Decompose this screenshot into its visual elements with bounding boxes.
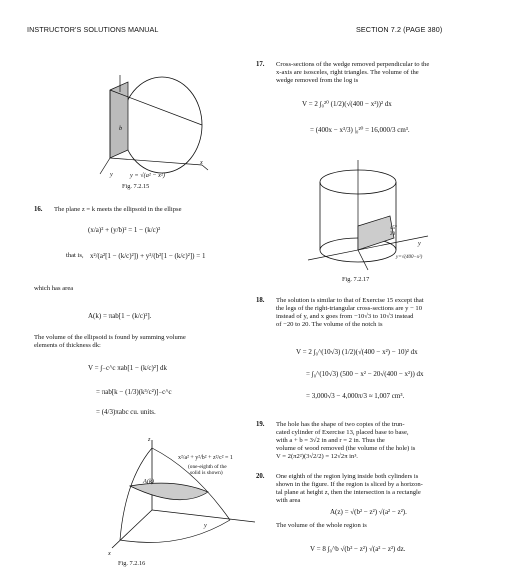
figure-7-2-17 [308, 160, 448, 270]
p19-line3: with a + b = 3√2 in and r = 2 in. Thus the [276, 437, 385, 444]
fig16-label-z: z [148, 436, 151, 443]
problem-16-number: 16. [34, 206, 43, 213]
p18-line2: the legs of the right-triangular cross-sections are y − 10 [276, 305, 422, 312]
p20-eq1: A(z) = √(b² − z²) √(a² − z²). [330, 508, 407, 516]
p18-line4: of −20 to 20. The volume of the notch is [276, 321, 383, 328]
problem-20-number: 20. [256, 473, 265, 480]
p20-eq2: V = 8 ∫₀^b √(b² − z²) √(a² − z²) dz. [310, 545, 406, 553]
fig16-label-y: y [204, 522, 207, 529]
fig16-eq: x²/a² + y²/b² + z²/c² = 1 [178, 455, 233, 461]
header-right: SECTION 7.2 (PAGE 380) [356, 25, 443, 34]
p18-line3: instead of y, and x goes from −10√3 to 10√3 instead [276, 313, 414, 320]
figure-7-2-15 [80, 70, 220, 180]
p16-text3: elements of thickness dk: [34, 342, 101, 349]
fig15-label-x: x [200, 159, 203, 166]
p19-line4: volume of wood removed (the volume of the hole) is [276, 445, 416, 452]
figure-7-2-16 [90, 440, 260, 555]
fig17-caption: Fig. 7.2.17 [342, 276, 370, 283]
fig16-note1: (one-eighth of the [188, 464, 227, 470]
fig15-curve-label: y = √(a² − x²) [130, 172, 165, 179]
p20-line1: One eighth of the region lying inside both cylinders is [276, 473, 419, 480]
p20-line2: shown in the figure. If the region is sliced by a horizon- [276, 481, 423, 488]
p20-line5: The volume of the whole region is [276, 522, 367, 529]
p16-eq4: V = ∫₋c^c πab[1 − (k/c)²] dk [88, 364, 168, 372]
p16-eq5: = πab[k − (1/3)(k³/c²)]₋c^c [96, 388, 172, 396]
p19-line5: V = 2(π2²)(3√2/2) = 12√2π in³. [276, 453, 358, 460]
p19-line2: cated cylinder of Exercise 13, placed base to base, [276, 429, 409, 436]
p20-line3: tal plane at height z, then the intersection is a rectangle [276, 489, 421, 496]
p17-eq2: = (400x − x³/3) |₀²⁰ = 16,000/3 cm³. [310, 126, 410, 134]
p18-eq3: = 3,000√3 − 4,000π/3 ≈ 1,007 cm³. [306, 392, 405, 400]
p16-text2: The volume of the ellipsoid is found by summing volume [34, 334, 186, 341]
p18-eq1: V = 2 ∫₀^(10√3) (1/2)(√(400 − x²) − 10)² dx [296, 348, 418, 356]
fig16-label-Ak: A(k) [143, 478, 154, 485]
fig17-label-20: 20 [390, 232, 395, 237]
fig16-label-x: x [108, 550, 111, 557]
p16-text1: The plane z = k meets the ellipsoid in the ellipse [54, 206, 182, 213]
p17-line2: x-axis are isosceles, right triangles. The volume of the [276, 69, 419, 76]
fig15-caption: Fig. 7.2.15 [122, 183, 150, 190]
fig17-curve-label: y=√(400−x²) [396, 255, 423, 260]
p17-eq1: V = 2 ∫₀²⁰ (1/2)(√(400 − x²))² dx [302, 100, 392, 108]
p16-thatis: that is, [66, 252, 84, 259]
p19-line1: The hole has the shape of two copies of the trun- [276, 421, 405, 428]
fig17-label-y: y [418, 240, 421, 247]
p18-eq2: = ∫₀^(10√3) (500 − x² − 20√(400 − x²)) dx [306, 370, 424, 378]
p16-eq6: = (4/3)πabc cu. units. [96, 408, 156, 416]
fig16-note2: solid is shown) [190, 470, 223, 476]
problem-18-number: 18. [256, 297, 265, 304]
p17-line1: Cross-sections of the wedge removed perpendicular to the [276, 61, 430, 68]
p16-eq1: (x/a)² + (y/b)² = 1 − (k/c)² [88, 226, 161, 234]
p16-eq3: A(k) = πab[1 − (k/c)²]. [88, 312, 152, 320]
fig16-caption: Fig. 7.2.16 [118, 560, 146, 567]
problem-19-number: 19. [256, 421, 265, 428]
fig17-label-45: 45° [390, 226, 397, 231]
p17-line3: wedge removed from the log is [276, 77, 359, 84]
p16-eq2: x²/(a²[1 − (k/c)²]) + y²/(b²[1 − (k/c)²]) = 1 [90, 252, 206, 260]
problem-17-number: 17. [256, 61, 265, 68]
p18-line1: The solution is similar to that of Exercise 15 except that [276, 297, 424, 304]
header-left: INSTRUCTOR'S SOLUTIONS MANUAL [27, 25, 159, 34]
fig15-label-y: y [110, 171, 113, 178]
p16-which: which has area [34, 285, 74, 292]
p20-line4: with area [276, 497, 301, 504]
fig15-label-b: b [119, 125, 123, 132]
